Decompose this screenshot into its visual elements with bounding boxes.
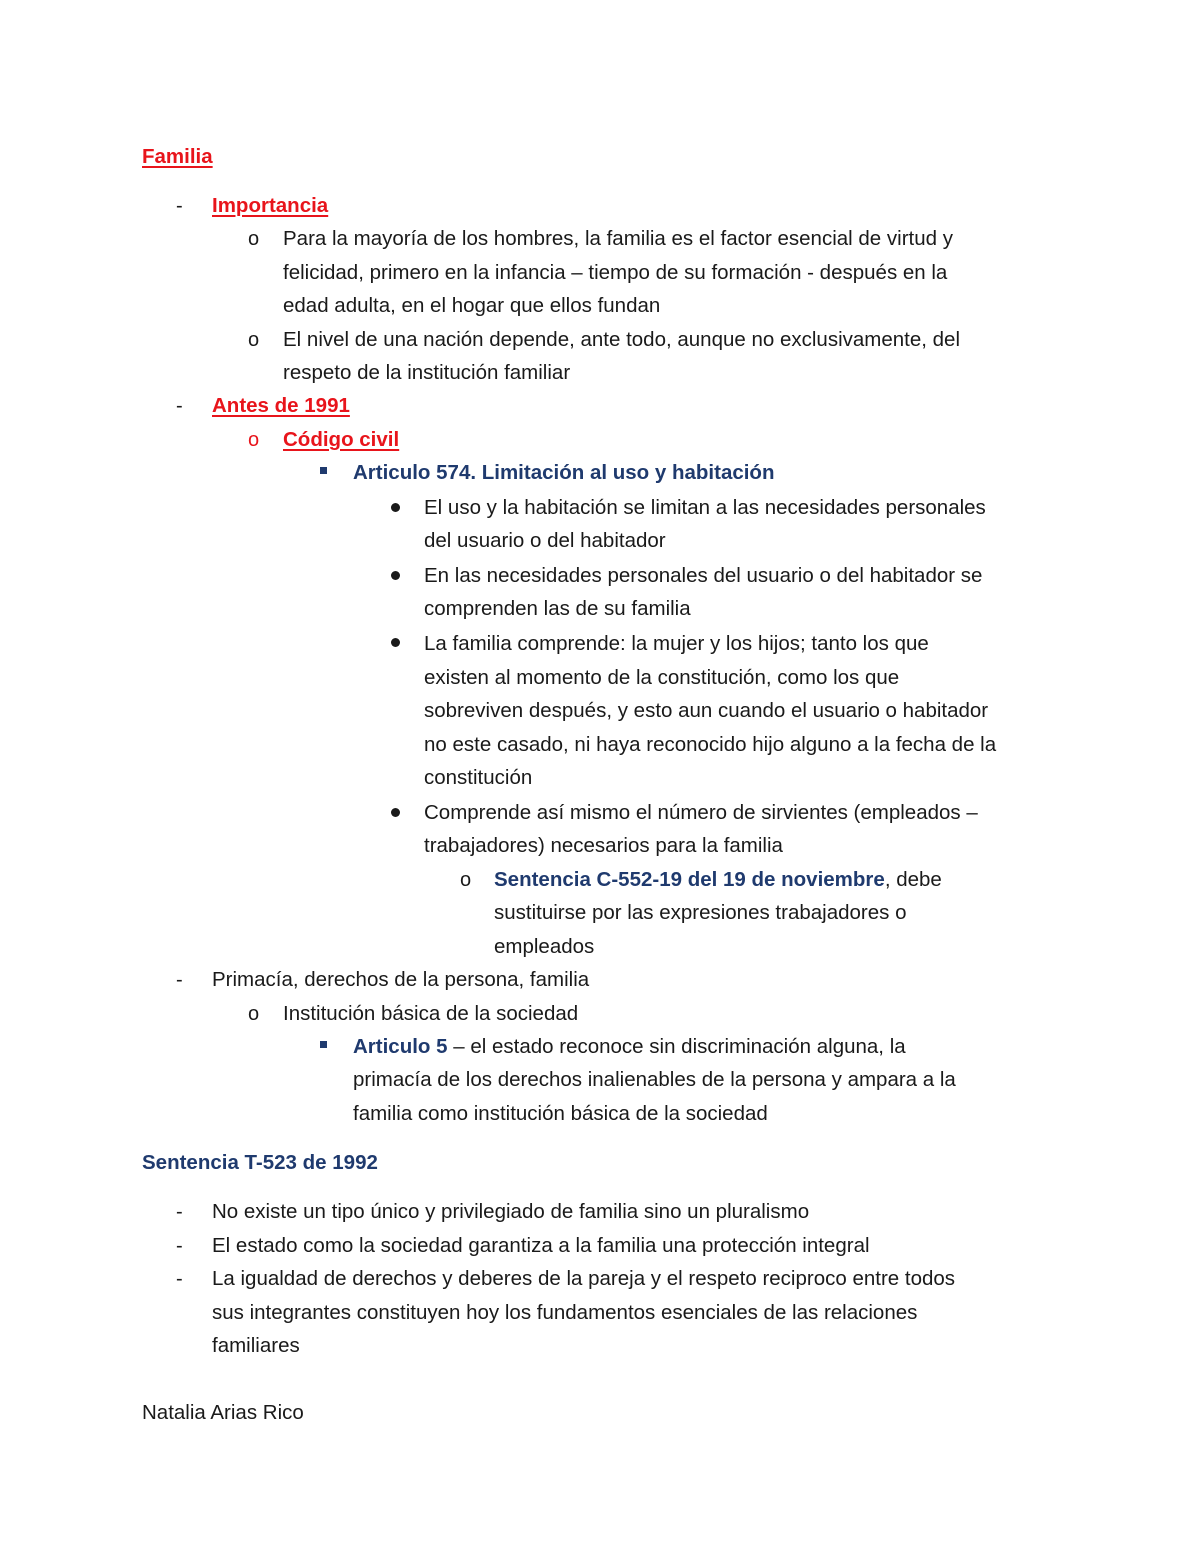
articulo-5-line: familia como institución básica de la sociedad xyxy=(353,1102,768,1125)
antes-heading: Antes de 1991 xyxy=(212,394,350,417)
circle-marker: o xyxy=(460,869,472,891)
importancia-p2-line: El nivel de una nación depende, ante todo, aunque no exclusivamente, del xyxy=(283,328,961,351)
bullet-line: Comprende así mismo el número de sirvientes (empleados – xyxy=(424,801,978,824)
bullet-line: no este casado, ni haya reconocido hijo alguno a la fecha de la xyxy=(424,733,997,756)
bullet-line: constitución xyxy=(424,766,533,789)
bullet-line: trabajadores) necesarios para la familia xyxy=(424,834,783,857)
codigo-civil-heading: Código civil xyxy=(283,428,400,451)
dash-marker: - xyxy=(176,1268,183,1290)
sentencia-t523-item: familiares xyxy=(212,1334,300,1357)
sentencia-c552-line: sustituirse por las expresiones trabajadores o xyxy=(494,901,907,924)
institucion-line: Institución básica de la sociedad xyxy=(283,1002,579,1025)
sentencia-t523-item: sus integrantes constituyen hoy los fundamentos esenciales de las relaciones xyxy=(212,1301,918,1324)
bullet-line: En las necesidades personales del usuario o del habitador se xyxy=(424,564,983,587)
dot-bullet-icon xyxy=(391,808,400,817)
sentencia-t523-item: La igualdad de derechos y deberes de la pareja y el respeto reciproco entre todos xyxy=(212,1267,956,1290)
dot-bullet-icon xyxy=(391,638,400,647)
dot-bullet-icon xyxy=(391,571,400,580)
articulo-5-line: primacía de los derechos inalienables de la persona y ampara a la xyxy=(353,1068,956,1091)
importancia-heading: Importancia xyxy=(212,194,329,217)
articulo-5-rest: – el estado reconoce sin discriminación alguna, la xyxy=(447,1035,906,1058)
primacia-heading: Primacía, derechos de la persona, familia xyxy=(212,968,590,991)
author-name: Natalia Arias Rico xyxy=(142,1401,304,1424)
circle-marker: o xyxy=(248,1003,260,1025)
dot-bullet-icon xyxy=(391,503,400,512)
bullet-line: comprenden las de su familia xyxy=(424,597,691,620)
sentencia-c552-bold: Sentencia C-552-19 del 19 de noviembre xyxy=(494,868,885,891)
dash-marker: - xyxy=(176,1201,183,1223)
circle-marker: o xyxy=(248,429,260,451)
sentencia-c552-line: empleados xyxy=(494,935,595,958)
circle-marker: o xyxy=(248,228,260,250)
importancia-p1-line: edad adulta, en el hogar que ellos fundan xyxy=(283,294,661,317)
square-bullet-icon xyxy=(320,1041,327,1048)
bullet-line: existen al momento de la constitución, como los que xyxy=(424,666,900,689)
dash-marker: - xyxy=(176,969,183,991)
bullet-line: La familia comprende: la mujer y los hijos; tanto los que xyxy=(424,632,929,655)
square-bullet-icon xyxy=(320,467,327,474)
articulo-5-bold: Articulo 5 xyxy=(353,1035,448,1058)
sentencia-c552-rest: , debe xyxy=(884,868,942,891)
importancia-p1-line: felicidad, primero en la infancia – tiempo de su formación - después en la xyxy=(283,261,948,284)
page-title: Familia xyxy=(142,145,213,168)
sentencia-c552-line xyxy=(494,863,942,897)
importancia-p2-line: respeto de la institución familiar xyxy=(283,361,571,384)
sentencia-t523-item: No existe un tipo único y privilegiado de familia sino un pluralismo xyxy=(212,1200,810,1223)
sentencia-t523-item: El estado como la sociedad garantiza a la familia una protección integral xyxy=(212,1234,870,1257)
articulo-574-heading: Articulo 574. Limitación al uso y habitación xyxy=(353,461,775,484)
sentencia-t523-heading: Sentencia T-523 de 1992 xyxy=(142,1151,378,1174)
importancia-p1-line: Para la mayoría de los hombres, la familia es el factor esencial de virtud y xyxy=(283,227,953,250)
dash-marker: - xyxy=(176,195,183,217)
articulo-5-line xyxy=(353,1030,906,1064)
dash-marker: - xyxy=(176,1235,183,1257)
bullet-line: del usuario o del habitador xyxy=(424,529,666,552)
circle-marker: o xyxy=(248,329,260,351)
dash-marker: - xyxy=(176,395,183,417)
bullet-line: El uso y la habitación se limitan a las necesidades personales xyxy=(424,496,986,519)
bullet-line: sobreviven después, y esto aun cuando el usuario o habitador xyxy=(424,699,989,722)
